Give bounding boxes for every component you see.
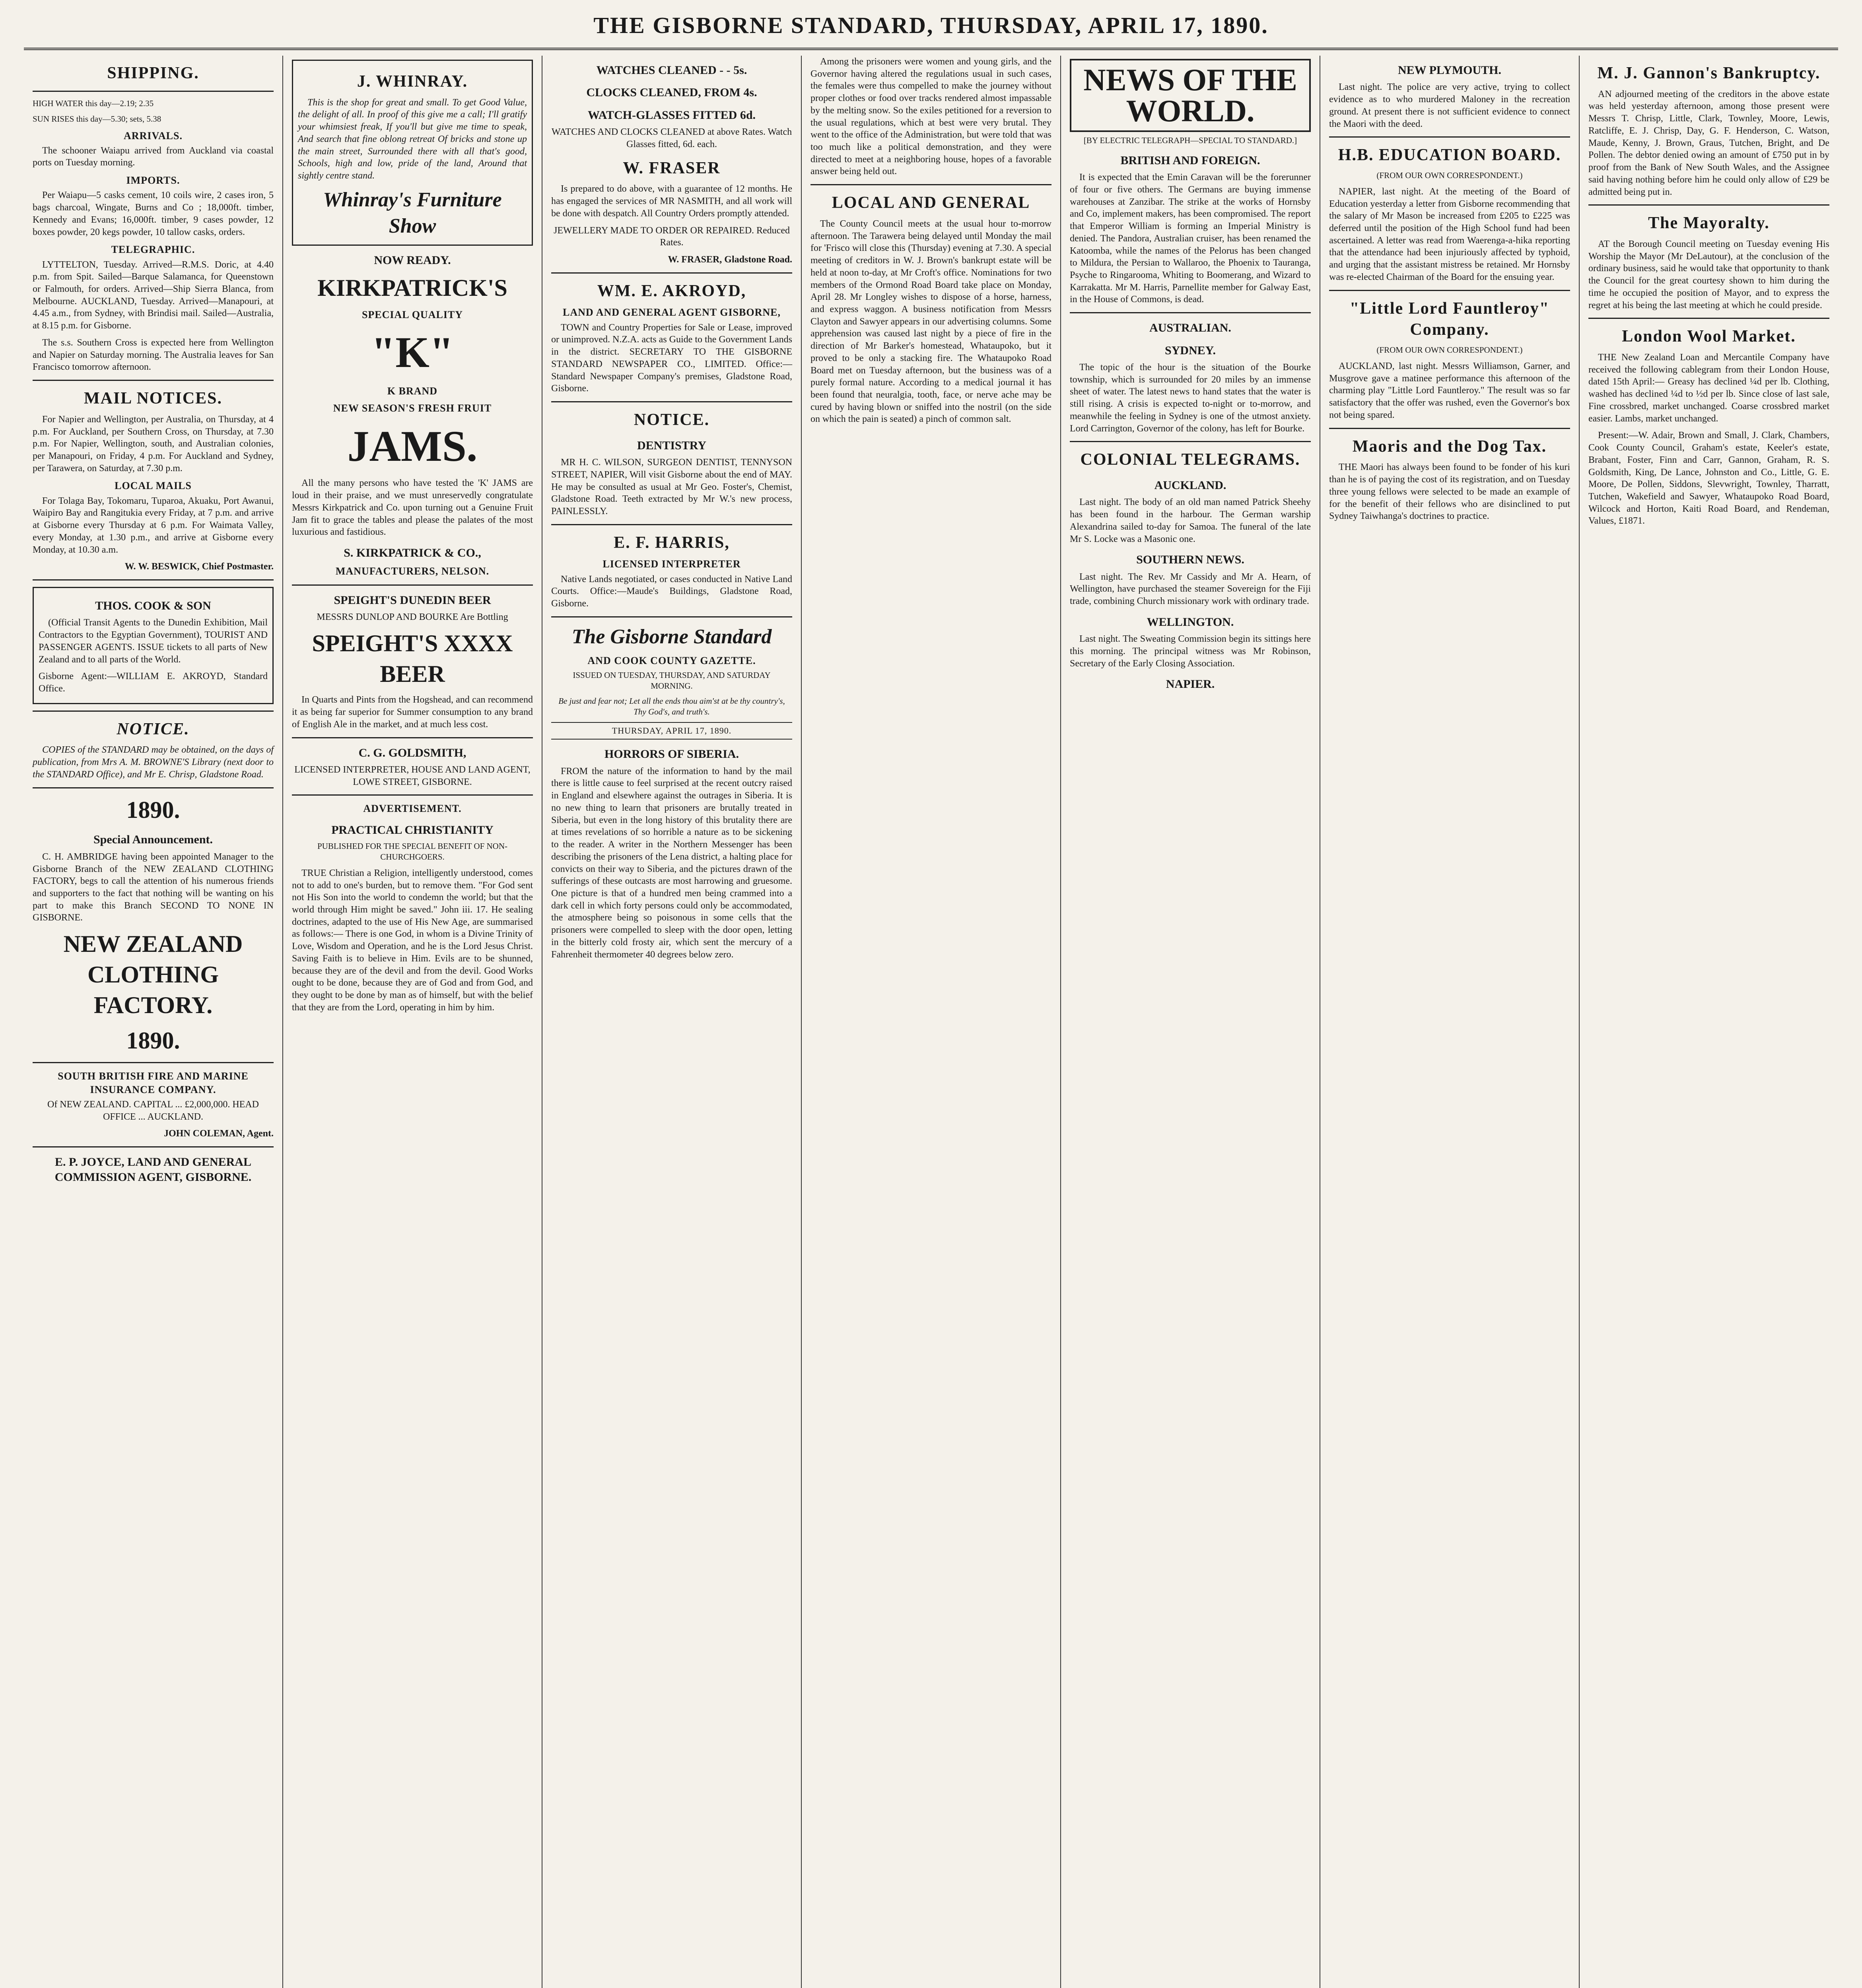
speight-sub: MESSRS DUNLOP AND BOURKE Are Bottling (317, 612, 508, 623)
divider (1588, 318, 1829, 319)
column-6 (1320, 56, 1580, 1988)
horrors-heading: HORRORS OF SIBERIA. (604, 747, 739, 761)
gannon-heading: M. J. Gannon's Bankruptcy. (1597, 64, 1821, 82)
tides: HIGH WATER this day—2.19; 2.35 (33, 98, 154, 108)
goldsmith-heading: C. G. GOLDSMITH, (358, 746, 466, 759)
harris-heading: E. F. HARRIS, (614, 533, 730, 552)
cook-agent: Gisborne Agent:—WILLIAM E. AKROYD, Standard Office. (39, 671, 268, 694)
hb-education-heading: H.B. EDUCATION BOARD. (1338, 146, 1561, 165)
k-brand-logo: "K" (371, 328, 454, 377)
motto: Be just and fear not; Let all the ends thou aim'st at be thy country's, Thy God's, and truth's. (558, 696, 785, 717)
fauntleroy-heading: "Little Lord Fauntleroy" Company. (1349, 299, 1550, 339)
auckland-text: Last night. The body of an old man named Patrick Sheehy has been found in the harbour. The German warship Alexandrina sailed to-day for Samoa. The funeral of the late Mr S. Locke was a Masonic one. (1070, 497, 1311, 544)
wool-heading: London Wool Market. (1622, 327, 1796, 346)
masthead: THE GISBORNE STANDARD, THURSDAY, APRIL 17, 1890. (24, 12, 1838, 50)
columns (24, 56, 1838, 1988)
column-1 (24, 56, 283, 1988)
divider (810, 184, 1052, 185)
maoris-text: THE Maori has always been found to be fonder of his kuri than he is of paying the cost of its registration, and on Tuesday three young fellows were selected to be made an example of for the benefit of their fellows who are disinclined to put Sydney Taiwhanga's doctrines to practice. (1329, 462, 1570, 522)
hb-education-text: NAPIER, last night. At the meeting of the Board of Education yesterday a letter from Gisborne recommending that the salary of Mr Mason be increased from £205 to £225 was deferred until the position of the High School fund had been ascertained. A letter was read from Waerenga-a-hika reporting that the attendance had been injuriously affected by typhoid, and urging that the assistant mistress be retained. Mr Hornsby was re-elected Chairman of the Board for the ensuing year. (1329, 186, 1570, 282)
whinray-advert (292, 60, 533, 246)
kirkpatrick-company: S. KIRKPATRICK & CO., (344, 546, 481, 560)
paper-title: The Gisborne Standard (571, 625, 772, 648)
divider (292, 737, 533, 738)
divider (551, 401, 792, 402)
divider (551, 272, 792, 274)
divider (33, 91, 274, 92)
christianity-text: TRUE Christian a Religion, intelligently understood, comes not to add to one's burden, but to remove them. "For God sent not His Son into the world to condemn the world; but that the world through Him might be saved." John iii. 17. He sealing doctrines, adapted to the use of His New Age, are summarised as follows:— There is one God, in whom is a Divine Trinity of Love, Wisdom and Operation, and he is the Lord Jesus Christ. Saving Faith is to believe in Him. Evils are to be shunned, because they are of the devil and from the devil. Good Works ought to be done, because they are of God and from God, and they ought to be done by man as of himself, but with the belief that they are from the Lord, operating in him by him. (292, 868, 533, 1013)
divider (1070, 441, 1311, 442)
divider (1588, 204, 1829, 206)
cook-text: (Official Transit Agents to the Dunedin Exhibition, Mail Contractors to the Egyptian Government), TOURIST AND PASSENGER AGENTS. ISSUE tickets to all parts of New Zealand and to all parts of the World. (39, 617, 268, 665)
column-4 (802, 56, 1061, 1988)
divider (1329, 136, 1570, 138)
divider (33, 579, 274, 580)
new-plymouth-text: Last night. The police are very active, trying to collect evidence as to who murdered Maloney in the recreation ground. At present there is not sufficient evidence to connect the Maori with the deed. (1329, 82, 1570, 129)
british-foreign-heading: BRITISH AND FOREIGN. (1120, 153, 1260, 167)
notice-heading: NOTICE. (117, 720, 190, 738)
wellington-heading: WELLINGTON. (1147, 615, 1234, 629)
wellington-text: Last night. The Sweating Commission begin its sittings here this morning. The principal witness was Mr Robinson, Secretary of the Early Closing Association. (1070, 634, 1311, 669)
fraser-text: Is prepared to do above, with a guarantee of 12 months. He has engaged the services of MR NASMITH, and all work will be done with despatch. All Country Orders promptly attended. (551, 184, 792, 219)
divider (292, 584, 533, 586)
new-plymouth-heading: NEW PLYMOUTH. (1397, 64, 1502, 77)
insurance-text: Of NEW ZEALAND. CAPITAL ... £2,000,000. HEAD OFFICE ... AUCKLAND. (47, 1099, 259, 1122)
auckland-heading: AUCKLAND. (1154, 479, 1226, 492)
christianity-heading: PRACTICAL CHRISTIANITY (331, 823, 494, 837)
southern-text: Last night. The Rev. Mr Cassidy and Mr A. Hearn, of Wellington, have purchased the steamer Sovereign for the Fiji trade, combining Church missionary work with ordinary trade. (1070, 571, 1311, 607)
fraser-heading: W. FRASER (623, 159, 721, 177)
column-2 (283, 56, 542, 1988)
cook-heading: THOS. COOK & SON (95, 599, 211, 612)
local-general-text: The County Council meets at the usual hour to-morrow afternoon. The Tarawera being delayed until Monday the mail for 'Frisco will close this (Thursday) evening at 7.30. A special meeting of creditors in W. J. Brown's bankrupt estate will be held at noon to-day, at Mr Croft's office. Nominations for two members of the Ormond Road Board take place on Monday, April 28. Mr Longley wishes to dispose of a horse, harness, and express waggon. A business notification from Messrs Clayton and Sawyer appears in our advertising columns. Some apprehension was caused last night by a piece of fire in the direction of Mr Barker's homestead, Whataupoko, but it proved to be only a stacking fire. The Whataupoko Road Board met on Tuesday afternoon, but the business was of a purely formal nature. According to a medical journal it has been found that neuralgia, tooth, face, or nerve ache may be cured by having blown or sniffed into the nostril (on the side on which the pain is seated) a pinch of common salt. (810, 218, 1052, 425)
paper-subtitle: AND COOK COUNTY GAZETTE. (587, 655, 756, 667)
nz-clothing-heading: NEW ZEALAND CLOTHING FACTORY. (63, 931, 243, 1018)
mayoralty-text: AT the Borough Council meeting on Tuesday evening His Worship the Mayor (Mr DeLautour), at the conclusion of the ordinary business, said he would take that opportunity to thank the Council for the great courtesy shown to him during the time he occupied the position of Mayor, and to express the regret at his being the last meeting at which he could preside. (1588, 239, 1829, 311)
divider (292, 794, 533, 796)
year-heading: 1890. (126, 796, 180, 823)
akroyd-sub: LAND AND GENERAL AGENT GISBORNE, (562, 307, 781, 318)
speight-beer: SPEIGHT'S XXXX BEER (312, 630, 513, 687)
goldsmith-sub: LICENSED INTERPRETER, HOUSE AND LAND AGENT, LOWE STREET, GISBORNE. (294, 764, 531, 787)
watch-glasses: WATCH-GLASSES FITTED 6d. (587, 108, 756, 122)
dentistry-heading: DENTISTRY (637, 439, 706, 452)
kirkpatrick-heading: KIRKPATRICK'S (317, 275, 507, 301)
mail-text: For Napier and Wellington, per Australia, on Thursday, at 4 p.m. For Auckland, per Southern Cross, on Thursday, at 7.30 p.m. For Napier, Wellington, south, and Australian colonies, per Manapouri, on Friday, 4 p.m. For Auckland and Sydney, per Tarawera, on Saturday, at 7.30 p.m. (33, 414, 274, 474)
manufacturers: MANUFACTURERS, NELSON. (335, 565, 490, 577)
sydney-text: The topic of the hour is the situation of the Bourke township, which is surrounded for 20 miles by an immense sheet of water. The latest news to hand states that the water is still rising. A crisis is expected to-night or to-morrow, and meanwhile the feeling in Sydney is one of the utmost anxiety. Lord Carrington, Governor of the colony, has left for Bourke. (1070, 362, 1311, 434)
joyce-advert: E. P. JOYCE, LAND AND GENERAL COMMISSION AGENT, GISBORNE. (54, 1155, 252, 1184)
ambridge-text: C. H. AMBRIDGE having been appointed Manager to the Gisborne Branch of the NEW ZEALAND CLOTHING FACTORY, begs to call the attention of his numerous friends and supporters to the fact that nothing will be wanting on his part to make this Branch SECOND TO NONE IN GISBORNE. (33, 851, 274, 923)
local-mails-heading: LOCAL MAILS (115, 480, 192, 492)
divider (1329, 428, 1570, 429)
speight-text: In Quarts and Pints from the Hogshead, and can recommend it as being far superior for Summer consumption to any brand of English Ale in the market, and at much less cost. (292, 695, 533, 730)
shipping-heading: SHIPPING. (107, 64, 199, 82)
advertisement-label: ADVERTISEMENT. (363, 803, 462, 815)
dentist-text: MR H. C. WILSON, SURGEON DENTIST, TENNYSON STREET, NAPIER, Will visit Gisborne about the end of MAY. He may be consulted as usual at Mr Geo. Foster's, Chemist, Gladstone Road. Teeth extracted by Mr W.'s new process, PAINLESSLY. (551, 457, 792, 517)
now-ready: NOW READY. (374, 253, 451, 267)
jams-text: All the many persons who have tested the 'K' JAMS are loud in their praise, and we must unreservedly congratulate Messrs Kirkpatrick and Co. upon turning out a Genuine Fruit Jam fit to grace the tables and please the palates of the most luxurious and fastidious. (292, 478, 533, 538)
fraser-signature: W. FRASER, Gladstone Road. (668, 254, 792, 265)
divider (551, 616, 792, 617)
mail-heading: MAIL NOTICES. (84, 389, 223, 408)
horrors-text: FROM the nature of the information to hand by the mail there is little cause to feel surprised at the recent outcry raised in England and elsewhere against the outrages in Siberia. It is no new thing to learn that prisoners are brutally treated in Siberia, but even in the long history of this brutality there are at times revelations of so horrible a nature as to be sickening to the reader. A writer in the Northern Messenger has been describing the prisoners of the Lena district, a halting place for convicts on their way to Siberia, and the pictures drawn of the sufferings of these outcasts are most harrowing and gruesome. One picture is that of a hundred men being crammed into a dark cell in which forty persons could only be accommodated, the atmosphere being so poisonous in some cells that the prisoners were compelled to sleep with the door open, letting in the bitterly cold frosty air, which sent the mercury of a Fahrenheit thermometer 40 degrees below zero. (551, 766, 792, 960)
divider (1329, 290, 1570, 291)
napier-heading: NAPIER. (1166, 678, 1215, 691)
divider (551, 524, 792, 525)
jams-heading: JAMS. (347, 421, 478, 470)
local-general-heading: LOCAL AND GENERAL (832, 194, 1030, 212)
column-5 (1061, 56, 1320, 1988)
shipping-notes: The s.s. Southern Cross is expected here from Wellington and Napier on Saturday morning. The Australia leaves for San Francisco tomorrow afternoon. (33, 337, 274, 373)
maoris-heading: Maoris and the Dog Tax. (1352, 437, 1547, 456)
arrivals-heading: ARRIVALS. (124, 130, 183, 142)
divider (33, 787, 274, 788)
christianity-sub: PUBLISHED FOR THE SPECIAL BENEFIT OF NON-CHURCHGOERS. (317, 841, 507, 862)
cook-advert (33, 587, 274, 704)
fauntleroy-text: AUCKLAND, last night. Messrs Williamson, Garner, and Musgrove gave a matinee performance this afternoon of the charming play "Little Lord Fauntleroy." The result was so far satisfactory that the offer was rushed, even the Governor's box not being spared. (1329, 361, 1570, 420)
speight-heading: SPEIGHT'S DUNEDIN BEER (334, 593, 491, 607)
furniture-show: Whinray's Furniture Show (323, 188, 502, 238)
australian-heading: AUSTRALIAN. (1149, 321, 1231, 335)
telegraphic-text: LYTTELTON, Tuesday. Arrived—R.M.S. Doric, at 4.40 p.m. from Spit. Sailed—Barque Salamanca, for Queenstown or Falmouth, for orders. Arrived—Ship Sierra Blanca, from Melbourne. AUCKLAND, Tuesday. Arrived—Manapouri, at 4.45 a.m., from Sydney, with Brindisi mail. Sailed—Australia, at 8.15 p.m. for Gisborne. (33, 259, 274, 331)
divider (33, 380, 274, 381)
watches-cleaned: WATCHES CLEANED - - 5s. (596, 64, 747, 77)
insurance-agent: JOHN COLEMAN, Agent. (164, 1128, 274, 1139)
dateline: THURSDAY, APRIL 17, 1890. (551, 722, 792, 740)
arrivals-text: The schooner Waiapu arrived from Auckland via coastal ports on Tuesday morning. (33, 145, 274, 168)
telegraphic-heading: TELEGRAPHIC. (111, 244, 195, 256)
k-brand: K BRAND (387, 385, 438, 397)
imports-heading: IMPORTS. (126, 175, 180, 186)
divider (33, 1146, 274, 1147)
special-quality: SPECIAL QUALITY (362, 309, 463, 321)
divider (33, 1062, 274, 1063)
wool-text: THE New Zealand Loan and Mercantile Company have received the following cablegram from their London House, dated 15th April:— Greasy has declined ¼d per lb. Clothing, washed has declined ¼d to ½d per lb. Since close of last sale, Fine crossbred, market unchanged. Coarse crossbred market easier. Lambs, market unchanged. (1588, 352, 1829, 424)
southern-heading: SOUTHERN NEWS. (1136, 553, 1244, 567)
whinray-verse: This is the shop for great and small. To get Good Value, the delight of all. In proof of this give me a call; I'll gratify your whimsiest freak, If you'll but give me time to speak, And search that fine oblong retreat Of bricks and stone up the main street, Surrounded there with all that's good, Schools, high and low, pride of the land, Around that sightly centre stand. (298, 97, 527, 181)
fauntleroy-correspondent: (FROM OUR OWN CORRESPONDENT.) (1376, 345, 1523, 355)
column-7 (1580, 56, 1838, 1988)
clocks-cleaned: CLOCKS CLEANED, FROM 4s. (586, 86, 757, 99)
divider (33, 711, 274, 712)
sun-times: SUN RISES this day—5.30; sets, 5.38 (33, 114, 161, 124)
akroyd-heading: WM. E. AKROYD, (597, 282, 746, 300)
postmaster-signature: W. W. BESWICK, Chief Postmaster. (124, 561, 274, 572)
hb-correspondent: (FROM OUR OWN CORRESPONDENT.) (1376, 171, 1523, 181)
notice-text: COPIES of the STANDARD may be obtained, on the days of publication, from Mrs A. M. BROWNE'S Library (next door to the STANDARD Office), and Mr E. Chrisp, Gladstone Road. (33, 745, 274, 780)
colonial-heading: COLONIAL TELEGRAMS. (1080, 450, 1300, 469)
whinray-heading: J. WHINRAY. (357, 72, 468, 91)
column-3 (542, 56, 802, 1988)
mayoralty-heading: The Mayoralty. (1648, 214, 1770, 233)
harris-sub: LICENSED INTERPRETER (603, 558, 741, 570)
watches-text: WATCHES AND CLOCKS CLEANED at above Rates. Watch Glasses fitted, 6d. each. (551, 127, 792, 149)
local-mails-text: For Tolaga Bay, Tokomaru, Tuparoa, Akuaku, Port Awanui, Waipiro Bay and Rangitukia every Friday, at 7 p.m. and arrive at Gisborne every Thursday at 6 p.m. For Waimata Valley, every Monday, at 1.30 p.m., and arrive at Gisborne every Monday, at 10.30 a.m. (33, 495, 274, 555)
news-of-the-world: NEWS OF THE WORLD. (1070, 59, 1311, 132)
sydney-heading: SYDNEY. (1164, 344, 1216, 357)
present-list: Present:—W. Adair, Brown and Small, J. Clark, Chambers, Cook County Council, Graham's estate, Keeler's estate, Brabant, Foster, Finn and Carr, Gannon, Graham, R. S. Goldsmith, King, De Lance, Johnston and Co., Little, G. E. Moore, De Pollen, Siddons, Slevwright, Townley, Tharratt, Tutchen, Wakefield and Sawyer, Whataupoko Road Board, Wilcock and Horton, Kaiti Road Board, and Rendeman, Values, £1871. (1588, 430, 1829, 526)
issued: ISSUED ON TUESDAY, THURSDAY, AND SATURDAY MORNING. (573, 670, 771, 691)
harris-text: Native Lands negotiated, or cases conducted in Native Land Courts. Office:—Maude's Buildings, Gladstone Road, Gisborne. (551, 574, 792, 609)
british-foreign-text: It is expected that the Emin Caravan will be the forerunner of four or five others. The Germans are buying immense warehouses at Zanzibar. The strike at the works of Hornsby and Co, implement makers, has been compromised. The report that Emperor William is forming an Imperial Ministry is denied. The Pandora, Australian cruiser, has been renamed the Katoomba, while the names of the Pelorus has been changed to Mildura, the Persian to Wallaroo, the Phoenix to Tauranga, Psyche to Ringarooma, Whiting to Boomerang, and Wizard to Karrakatta. Mr M. Harris, Parnellite member for Galway East, in the House of Commons, is dead. (1070, 172, 1311, 305)
akroyd-text: TOWN and Country Properties for Sale or Lease, improved or unimproved. N.Z.A. acts as Guide to the Government Lands in the district. SECRETARY TO THE GISBORNE STANDARD NEWSPAPER CO., LIMITED. Office:—Standard Newspaper Company's premises, Gladstone Road, Gisborne. (551, 322, 792, 394)
nz-clothing-year: 1890. (126, 1027, 180, 1054)
by-telegraph: [BY ELECTRIC TELEGRAPH—SPECIAL TO STANDARD.] (1083, 136, 1297, 145)
fresh-fruit: NEW SEASON'S FRESH FRUIT (333, 402, 492, 414)
notice-heading: NOTICE. (634, 411, 710, 429)
divider (1070, 312, 1311, 313)
imports-text: Per Waiapu—5 casks cement, 10 coils wire, 2 cases iron, 5 bags charcoal, Wingate, Burns and Co ; 18,000ft. timber, Kennedy and Evans; 16,000ft. timber, 9 cases powder, 12 boxes powder, 20 kegs powder, 10 tallow casks, orders. (33, 190, 274, 237)
gannon-text: AN adjourned meeting of the creditors in the above estate was held yesterday afternoon, among those present were Messrs T. Chrisp, Little, Clark, Townley, Moore, Lewis, Ratcliffe, E. J. Chrisp, Day, G. F. Henderson, C. Watson, Maude, Kenny, J. Brown, Graus, Tutchen, Bright, and De Pollen. The debtor denied owing an amount of £750 put in by proof from the Bank of New South Wales, and the Assignee said having nothing before him he could only allow of £29 be admitted being put in. (1588, 89, 1829, 197)
insurance-heading: SOUTH BRITISH FIRE AND MARINE INSURANCE COMPANY. (58, 1070, 249, 1095)
jewellery: JEWELLERY MADE TO ORDER OR REPAIRED. Reduced Rates. (554, 225, 790, 248)
special-announcement: Special Announcement. (93, 833, 213, 846)
horrors-continued: Among the prisoners were women and young girls, and the Governor having altered the regulations usual in such cases, the females were thus compelled to make the journey without proper clothes or food over tracks rendered almost impassable by the melting snow. So the exiles petitioned for a reversion to the usual regulations, which at best were very brutal. They went to the office of the Administration, but were told that was too much like a political demonstration, and they were directed to meet at a neighboring house, hopes of a favorable answer being held out. (810, 56, 1052, 177)
